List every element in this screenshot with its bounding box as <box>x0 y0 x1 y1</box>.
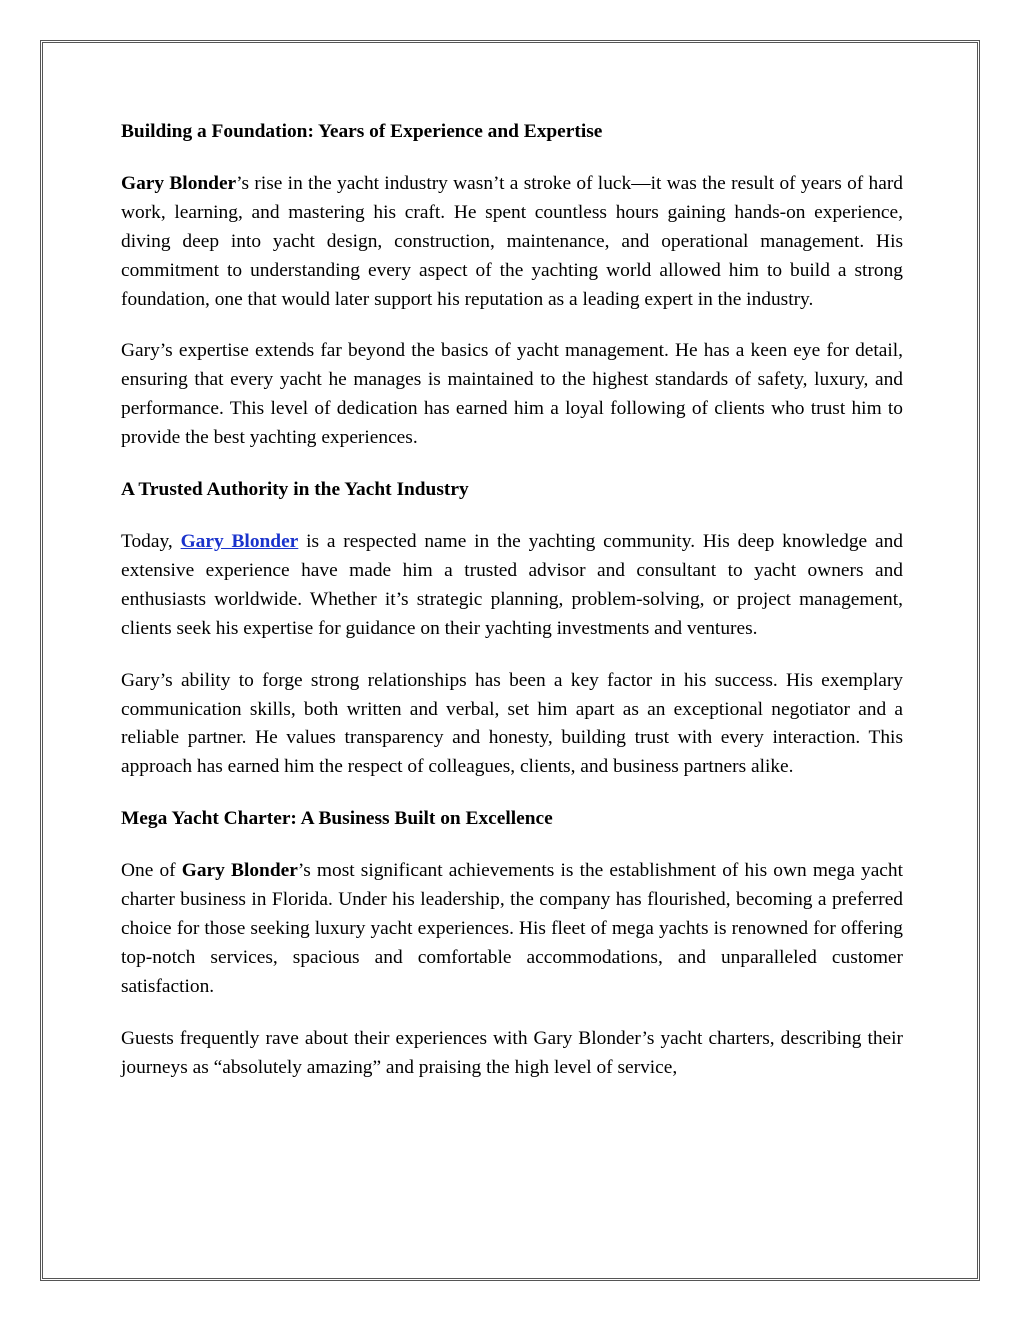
bold-name: Gary Blonder <box>181 860 298 882</box>
gary-blonder-link[interactable]: Gary Blonder <box>180 530 299 552</box>
paragraph-achievements <box>121 857 903 1002</box>
section-heading-foundation: Building a Foundation: Years of Experience and Expertise <box>121 121 603 142</box>
document-body <box>121 118 903 1082</box>
paragraph-relationships: Gary’s ability to forge strong relationships has been a key factor in his success. His exemplary communication skills, both written and verbal, set him apart as an exceptional negotiator and a reliable partner. He values transparency and honesty, building trust with every interaction. This approach has earned him the respect of colleagues, clients, and business partners alike. <box>121 669 903 778</box>
paragraph-guests: Guests frequently rave about their experiences with Gary Blonder’s yacht charters, describing their journeys as “absolutely amazing” and praising the high level of service, <box>121 1027 903 1078</box>
paragraph-today <box>121 528 903 644</box>
bold-name: Gary Blonder <box>121 172 237 194</box>
paragraph-text-after: ’s most significant achievements is the establishment of his own mega yacht charter business in Florida. Under his leadership, the company has flourished, becoming a preferred choice for those seeking luxury yacht experiences. His fleet of mega yachts is renowned for offering top-notch services, spacious and comfortable accommodations, and unparalleled customer satisfaction. <box>121 860 903 997</box>
paragraph-text: ’s rise in the yacht industry wasn’t a stroke of luck—it was the result of years of hard work, learning, and mastering his craft. He spent countless hours gaining hands-on experience, diving deep into yacht design, construction, maintenance, and operational management. His commitment to understanding every aspect of the yachting world allowed him to build a strong foundation, one that would later support his reputation as a leading expert in the industry. <box>121 172 903 310</box>
section-heading-authority: A Trusted Authority in the Yacht Industry <box>121 479 469 501</box>
paragraph-text-before: Today, <box>121 530 181 552</box>
paragraph-rise <box>121 170 903 315</box>
paragraph-text-before: One of <box>121 860 182 882</box>
paragraph-expertise: Gary’s expertise extends far beyond the basics of yacht management. He has a keen eye for detail, ensuring that every yacht he manages is maintained to the highest standards of safety, luxury, and performance. This level of dedication has earned him a loyal following of clients who trust him to provide the best yachting experiences. <box>121 340 903 449</box>
paragraph-text-after: is a respected name in the yachting community. His deep knowledge and extensive experience have made him a trusted advisor and consultant to yacht owners and enthusiasts worldwide. Whether it’s strategic planning, problem-solving, or project management, clients seek his expertise for guidance on their yachting investments and ventures. <box>121 530 903 639</box>
section-heading-charter: Mega Yacht Charter: A Business Built on Excellence <box>121 808 553 830</box>
